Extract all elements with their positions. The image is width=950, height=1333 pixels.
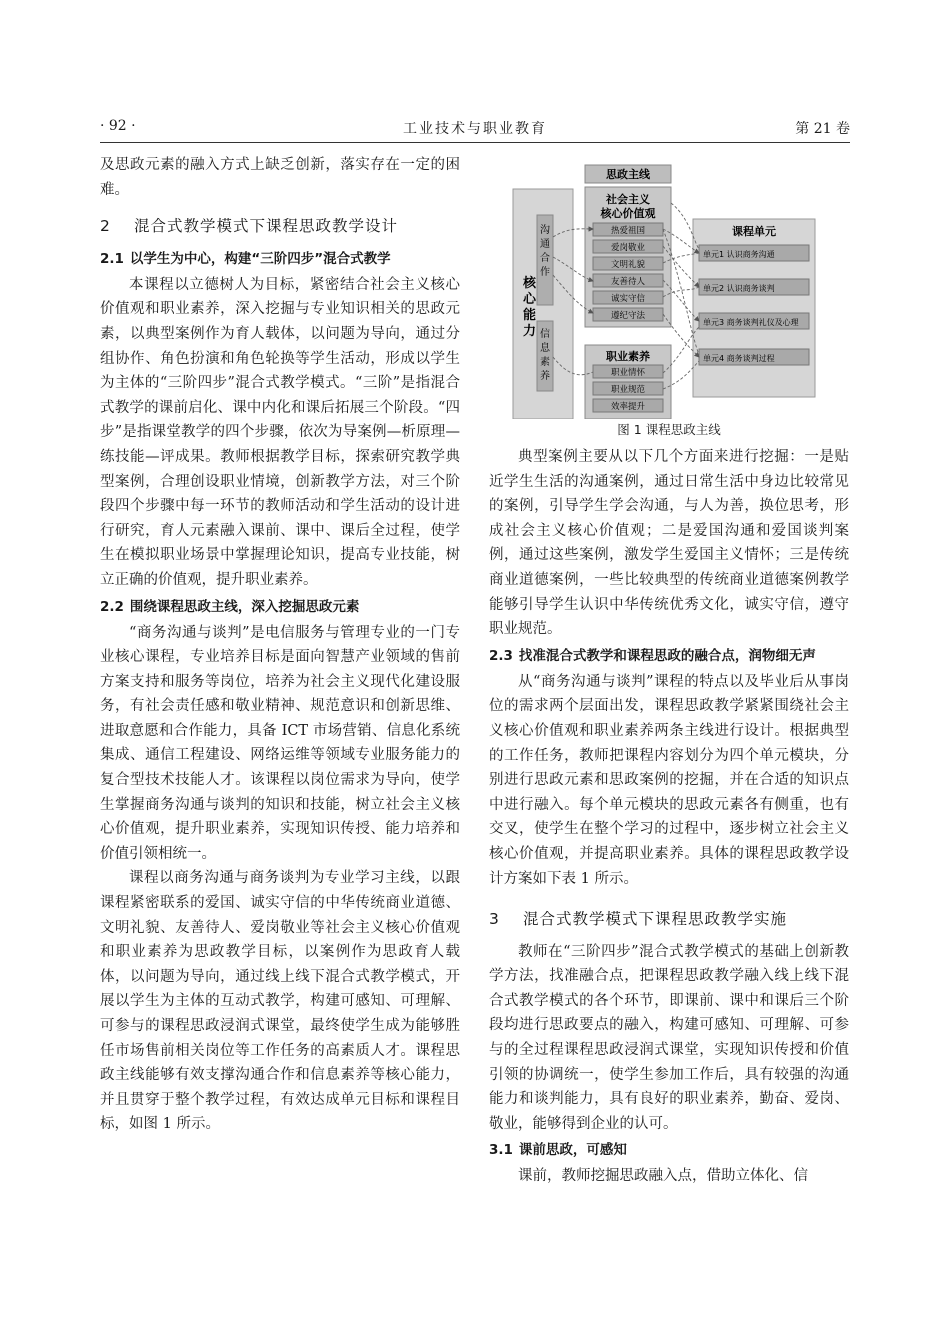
unit-item: 单元4 商务谈判过程 bbox=[703, 354, 775, 363]
section-heading-2-2: 2.2 围绕课程思政主线，深入挖掘思政元素 bbox=[100, 598, 360, 615]
header-rule bbox=[100, 142, 850, 143]
value-item: 友善待人 bbox=[610, 277, 646, 287]
section-heading-2: 2 混合式教学模式下课程思政教学设计 bbox=[100, 217, 399, 236]
units-title: 课程单元 bbox=[732, 225, 776, 238]
right-column bbox=[489, 153, 849, 1189]
running-header bbox=[100, 118, 850, 140]
paragraph: 从“商务沟通与谈判”课程的特点以及毕业后从事岗位的需求两个层面出发，课程思政教学紧紧围绕社会主义核心价值观和职业素养两条主线进行设计。根据典型的工作任务，教师把课程内容划分为四个单元模块，分别进行思政元素和思政案例的挖掘，并在合适的知识点中进行融入。每个单元模块的思政元素各有侧重，也有交叉，使学生在整个学习的过程中，逐步树立社会主义核心价值观，并提高职业素养。具体的课程思政教学设计方案如下表 1 所示。 bbox=[489, 673, 849, 887]
unit-item: 单元3 商务谈判礼仪及心理 bbox=[703, 318, 799, 327]
prof-item: 职业规范 bbox=[610, 385, 646, 395]
core-ability-char: 力 bbox=[523, 324, 537, 339]
value-item: 热爱祖国 bbox=[610, 226, 646, 236]
section-heading-3-1: 3.1 课前思政，可感知 bbox=[489, 1142, 627, 1159]
section-heading-3: 3 混合式教学模式下课程思政教学实施 bbox=[489, 910, 788, 929]
prof-item: 职业情怀 bbox=[610, 368, 646, 378]
core-ability-char: 能 bbox=[523, 308, 537, 323]
prof-item: 效率提升 bbox=[610, 402, 646, 412]
value-item: 爱岗敬业 bbox=[610, 243, 646, 253]
volume-label: 第 21 卷 bbox=[795, 121, 850, 137]
ability-label-communication: 沟通合作 bbox=[540, 225, 550, 278]
paragraph: 课前，教师挖掘思政融入点，借助立体化、信 bbox=[518, 1168, 808, 1185]
core-ability-char: 心 bbox=[523, 292, 537, 307]
value-item: 文明礼貌 bbox=[610, 260, 646, 270]
paragraph: 典型案例主要从以下几个方面来进行挖掘：一是贴近学生生活的沟通案例，通过日常生活中身边比较常见的案例，引导学生学会沟通，与人为善，换位思考，形成社会主义核心价值观；二是爱国沟通和爱国谈判案例，通过这些案例，激发学生爱国主义情怀；三是传统商业道德案例，一些比较典型的传统商业道德案例教学能够引导学生认识中华传统优秀文化，诚实守信，遵守职业规范。 bbox=[489, 449, 849, 638]
main-line-label: 思政主线 bbox=[606, 168, 650, 181]
page-number: · 92 · bbox=[100, 118, 136, 134]
paragraph: 及思政元素的融入方式上缺乏创新，落实存在一定的困难。 bbox=[100, 157, 460, 198]
unit-item: 单元2 认识商务谈判 bbox=[703, 284, 775, 293]
left-column bbox=[100, 153, 460, 1137]
paragraph: 课程以商务沟通与商务谈判为专业学习主线，以跟课程紧密联系的爱国、诚实守信的中华传统商业道德、文明礼貌、友善待人、爱岗敬业等社会主义核心价值观和职业素养为思政教学目标，以案例作为思政育人载体，以问题为导向，通过线上线下混合式教学模式，开展以学生为主体的互动式教学，构建可感知、可理解、可参与的课程思政浸润式课堂，最终使学生成为能够胜任市场售前相关岗位等工作任务的高素质人才。课程思政主线能够有效支撑沟通合作和信息素养等核心能力，并且贯穿于整个教学过程，有效达成单元目标和课程目标，如图 1 所示。 bbox=[100, 870, 460, 1133]
prof-title: 职业素养 bbox=[606, 350, 650, 363]
paragraph: 教师在“三阶四步”混合式教学模式的基础上创新教学方法，找准融合点，把课程思政教学融入线上线下混合式教学模式的各个环节，即课前、课中和课后三个阶段均进行思政要点的融入，构建可感知、可理解、可参与的全过程课程思政浸润式课堂，实现知识传授和价值引领的协调统一，使学生参加工作后，具有较强的沟通能力和谈判能力，具有良好的职业素养，勤奋、爱岗、敬业，能够得到企业的认可。 bbox=[489, 943, 849, 1132]
value-item: 诚实守信 bbox=[610, 294, 646, 304]
paragraph: 本课程以立德树人为目标，紧密结合社会主义核心价值观和职业素养，深入挖掘与专业知识相关的思政元素，以典型案例作为育人载体，以问题为导向，通过分组协作、角色扮演和角色轮换等学生活动，形成以学生为主体的“三阶四步”混合式教学模式。“三阶”是指混合式教学的课前启化、课中内化和课后拓展三个阶段。“四步”是指课堂教学的四个步骤，依次为导案例—析原理—练技能—评成果。教师根据教学目标，探索研究教学典型案例，合理创设职业情境，创新教学方法，对三个阶段四个步骤中每一环节的教师活动和学生活动的设计进行研究，育人元素融入课前、课中、课后全过程，使学生在模拟职业场景中掌握理论知识，提高专业技能，树立正确的价值观，提升职业素养。 bbox=[100, 276, 460, 588]
unit-item: 单元1 认识商务沟通 bbox=[703, 250, 775, 259]
journal-title: 工业技术与职业教育 bbox=[403, 121, 547, 137]
figure-1 bbox=[489, 157, 849, 419]
figure-caption: 图 1 课程思政主线 bbox=[617, 422, 721, 437]
paragraph: “商务沟通与谈判”是电信服务与管理专业的一门专业核心课程，专业培养目标是面向智慧产业领域的售前方案支持和服务等岗位，培养为社会主义现代化建设服务，有社会责任感和敬业精神、规范意识和创新思维、进取意愿和合作能力，具备 ICT 市场营销、信息化系统集成、通信工程建设、网络运维等领域专业服务能力的复合型技术技能人才。该课程以岗位需求为导向，使学生掌握商务沟通与谈判的知识和技能，树立社会主义核心价值观，提升职业素养，实现知识传授、能力培养和价值引领相统一。 bbox=[100, 624, 460, 862]
figure-diagram bbox=[489, 157, 849, 419]
section-heading-2-1: 2.1 以学生为中心，构建“三阶四步”混合式教学 bbox=[100, 250, 391, 267]
core-ability-char: 核 bbox=[523, 276, 537, 291]
section-heading-2-3: 2.3 找准混合式教学和课程思政的融合点，润物细无声 bbox=[489, 647, 816, 664]
core-values-title-1: 社会主义 bbox=[606, 193, 650, 206]
core-values-title-2: 核心价值观 bbox=[600, 207, 656, 220]
ability-label-information: 信息素养 bbox=[540, 329, 550, 382]
value-item: 遵纪守法 bbox=[610, 311, 646, 321]
